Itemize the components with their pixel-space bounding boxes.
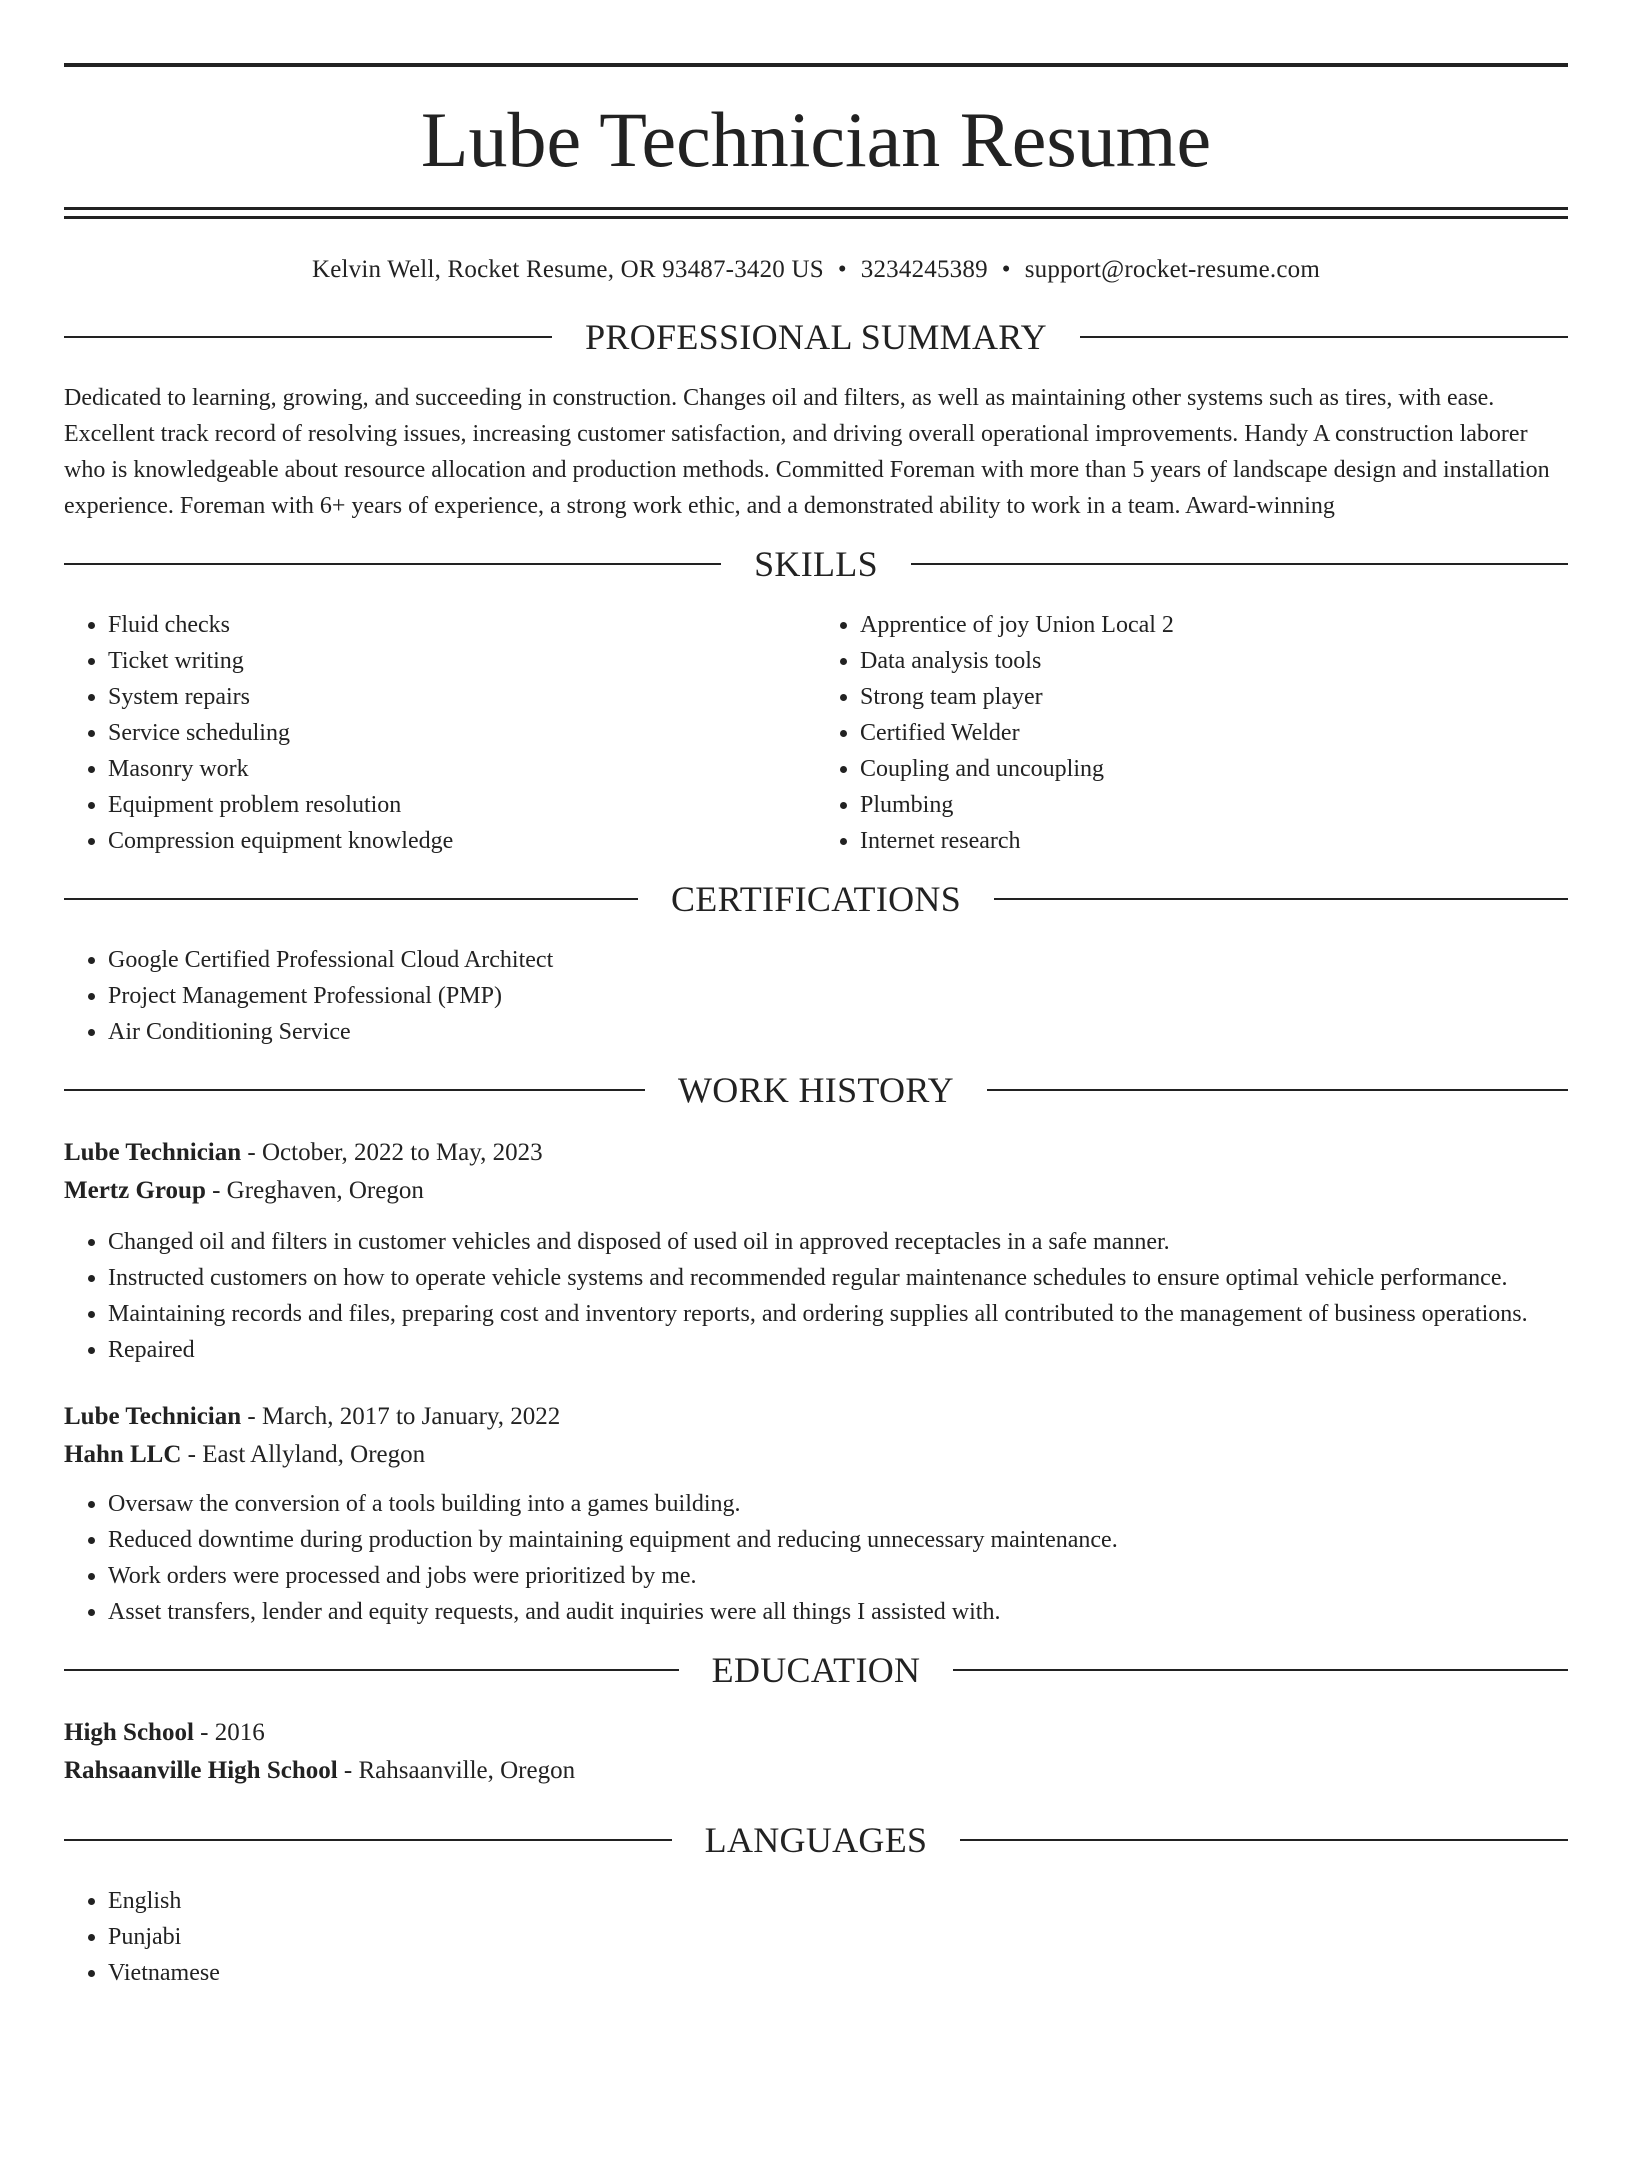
- education-year: - 2016: [193, 1719, 265, 1746]
- job-title-line: [64, 1134, 1568, 1172]
- skill-item: • Masonry work: [108, 751, 816, 787]
- skill-item: • Internet research: [860, 823, 1568, 859]
- skill-item: • Fluid checks: [108, 607, 816, 643]
- divider-line: [64, 898, 638, 900]
- job-location: - East Allyland, Oregon: [181, 1441, 426, 1468]
- divider-line: [64, 1839, 672, 1841]
- job-bullet: • Changed oil and filters in customer vehicles and disposed of used oil in approved receptacles in a safe manner.: [108, 1224, 1568, 1260]
- language-item: • Vietnamese: [108, 1955, 1568, 1991]
- education-section-header: [64, 1652, 1568, 1688]
- header-double-rule-lower: [64, 216, 1568, 219]
- skill-item: • Data analysis tools: [860, 643, 1568, 679]
- work-heading: WORK HISTORY: [678, 1070, 954, 1110]
- job-bullet: • Reduced downtime during production by maintaining equipment and reducing unnecessary maintenance.: [108, 1522, 1568, 1558]
- job-company: Hahn LLC: [64, 1441, 182, 1468]
- skill-item: • Coupling and uncoupling: [860, 751, 1568, 787]
- divider-line: [64, 563, 721, 565]
- job-bullet: • Maintaining records and files, preparing cost and inventory reports, and ordering supplies all contributed to the management of business operations.: [108, 1296, 1568, 1332]
- job-bullet: • Work orders were processed and jobs were prioritized by me.: [108, 1558, 1568, 1594]
- education-school-line: [64, 1752, 1568, 1790]
- header-double-rule-upper: [64, 207, 1568, 210]
- skill-item: • Strong team player: [860, 679, 1568, 715]
- skill-item: • Ticket writing: [108, 643, 816, 679]
- summary-heading: PROFESSIONAL SUMMARY: [585, 317, 1047, 357]
- languages-heading: LANGUAGES: [704, 1820, 928, 1860]
- job-title-line: [64, 1398, 1568, 1436]
- divider-line: [994, 898, 1568, 900]
- language-item: • English: [108, 1883, 1568, 1919]
- job-bullet: • Repaired: [108, 1332, 1568, 1368]
- job-company: Mertz Group: [64, 1177, 206, 1204]
- job-company-line: [64, 1436, 1568, 1474]
- skill-item: • Service scheduling: [108, 715, 816, 751]
- divider-line: [911, 563, 1568, 565]
- job-bullets: [64, 1486, 1568, 1630]
- job-dates: - October, 2022 to May, 2023: [241, 1139, 543, 1166]
- divider-line: [64, 336, 552, 338]
- job-bullet: • Asset transfers, lender and equity requests, and audit inquiries were all things I assisted with.: [108, 1594, 1568, 1630]
- skills-list-left: [64, 607, 816, 859]
- resume-title: Lube Technician Resume: [420, 96, 1212, 183]
- job-title: Lube Technician: [64, 1403, 242, 1430]
- skill-item: • Compression equipment knowledge: [108, 823, 816, 859]
- divider-line: [1080, 336, 1568, 338]
- divider-line: [953, 1669, 1568, 1671]
- divider-line: [960, 1839, 1568, 1841]
- skill-item: • System repairs: [108, 679, 816, 715]
- summary-section-header: [64, 319, 1568, 355]
- skill-item: • Certified Welder: [860, 715, 1568, 751]
- job-entry: [64, 1398, 1568, 1630]
- contact-separator: •: [1001, 256, 1011, 283]
- skill-item: • Apprentice of joy Union Local 2: [860, 607, 1568, 643]
- skills-columns: [64, 607, 1568, 859]
- education-location: - Rahsaanville, Oregon: [337, 1757, 576, 1784]
- education-entry: [64, 1714, 1568, 1790]
- language-item: • Punjabi: [108, 1919, 1568, 1955]
- skill-item: • Plumbing: [860, 787, 1568, 823]
- summary-text: Dedicated to learning, growing, and succeeding in construction. Changes oil and filters, as well as maintaining other systems such as tires, with ease. Excellent track record of resolving issues, increasing customer satisfaction, and driving overall operational improvements. Handy A construction laborer who is knowledgeable about resource allocation and production methods. Committed Foreman with more than 5 years of landscape design and installation experience. Foreman with 6+ years of experience, a strong work ethic, and a demonstrated ability to work in a team. Award-winning: [64, 385, 1550, 519]
- contact-address: Kelvin Well, Rocket Resume, OR 93487-3420 US: [311, 256, 824, 283]
- job-bullet: • Oversaw the conversion of a tools building into a games building.: [108, 1486, 1568, 1522]
- skills-heading: SKILLS: [754, 544, 878, 584]
- certification-item: • Google Certified Professional Cloud Architect: [108, 942, 1568, 978]
- divider-line: [987, 1089, 1568, 1091]
- languages-section-header: [64, 1822, 1568, 1858]
- certification-item: • Air Conditioning Service: [108, 1014, 1568, 1050]
- contact-email: support@rocket-resume.com: [1024, 256, 1321, 283]
- job-title: Lube Technician: [64, 1139, 242, 1166]
- skill-item: • Equipment problem resolution: [108, 787, 816, 823]
- education-degree: High School: [64, 1719, 194, 1746]
- education-degree-line: [64, 1714, 1568, 1752]
- certifications-list: [64, 942, 1568, 1050]
- divider-line: [64, 1089, 645, 1091]
- contact-line: [64, 255, 1568, 285]
- job-location: - Greghaven, Oregon: [205, 1177, 424, 1204]
- certifications-section-header: [64, 881, 1568, 917]
- work-section-header: [64, 1072, 1568, 1108]
- job-bullet: • Instructed customers on how to operate vehicle systems and recommended regular maintenance schedules to ensure optimal vehicle performance.: [108, 1260, 1568, 1296]
- languages-list: [64, 1883, 1568, 1991]
- certifications-heading: CERTIFICATIONS: [670, 879, 962, 919]
- job-bullets: [64, 1224, 1568, 1368]
- education-school: Rahsaanville High School: [64, 1757, 338, 1784]
- divider-line: [64, 1669, 679, 1671]
- job-company-line: [64, 1172, 1568, 1210]
- job-entry: [64, 1134, 1568, 1368]
- certification-item: • Project Management Professional (PMP): [108, 978, 1568, 1014]
- skills-section-header: [64, 546, 1568, 582]
- contact-separator: •: [837, 256, 847, 283]
- education-heading: EDUCATION: [711, 1650, 921, 1690]
- contact-phone: 3234245389: [860, 256, 988, 283]
- job-dates: - March, 2017 to January, 2022: [241, 1403, 561, 1430]
- resume-page: [0, 63, 1632, 2175]
- skills-list-right: [816, 607, 1568, 859]
